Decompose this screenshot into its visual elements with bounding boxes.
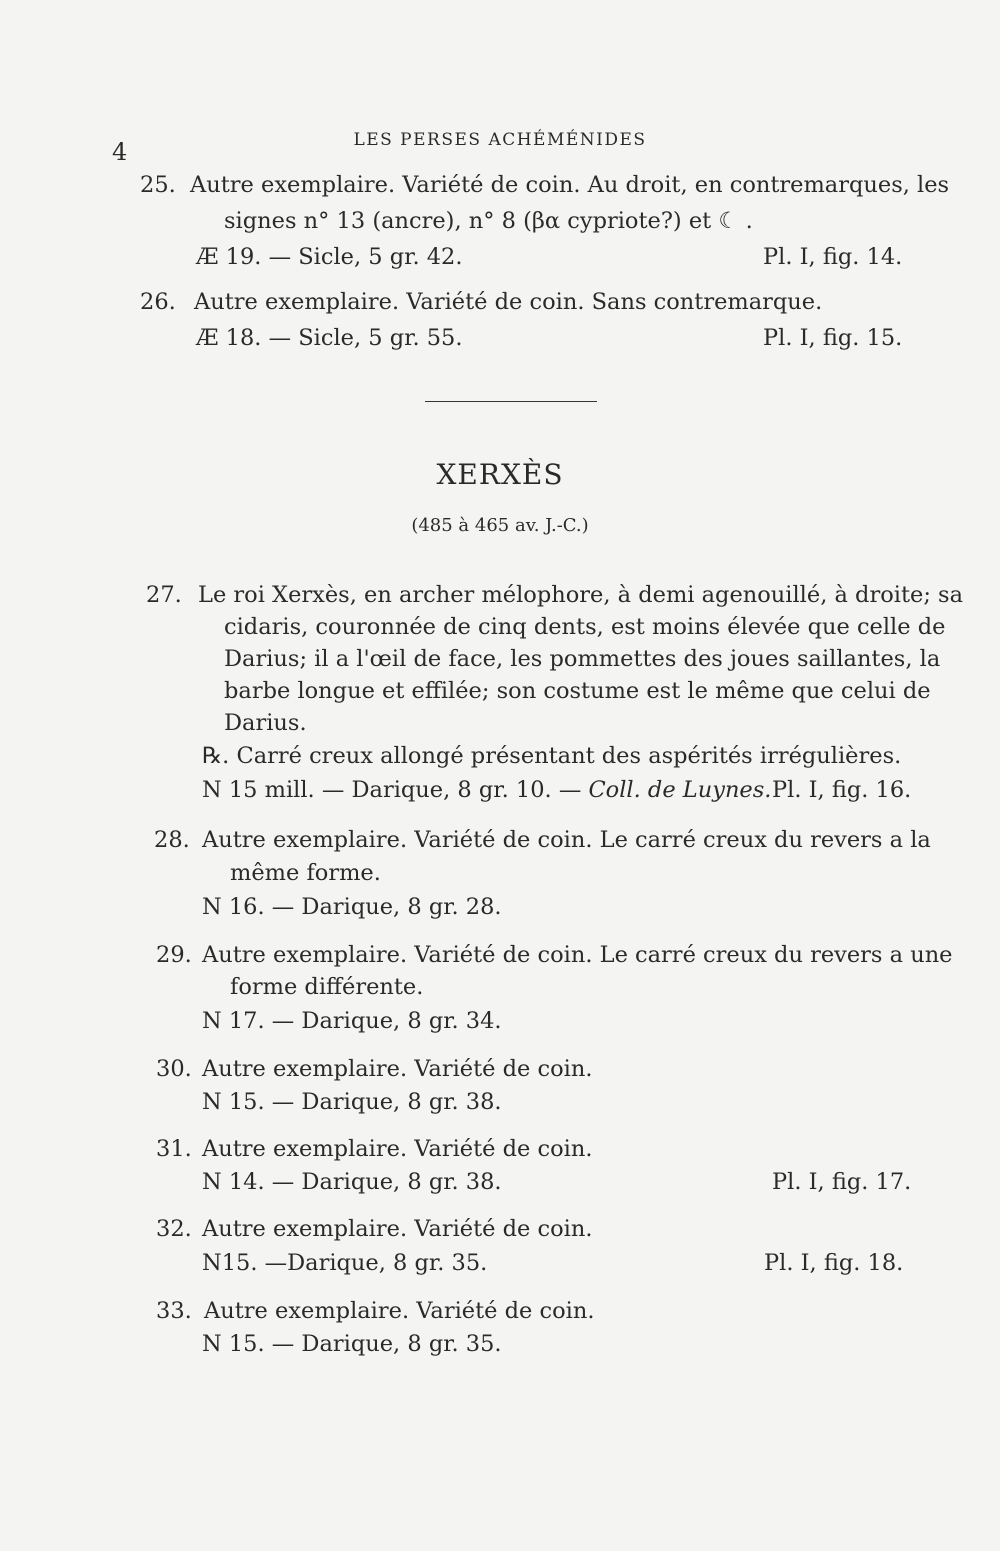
entry-line: forme différente. bbox=[230, 974, 424, 1000]
entry-line: cidaris, couronnée de cinq dents, est moins élevée que celle de bbox=[224, 614, 946, 640]
plate-reference: Pl. I, fig. 16. bbox=[772, 777, 912, 803]
entry-detail: N 15. — Darique, 8 gr. 35. bbox=[202, 1331, 502, 1357]
plate-reference: Pl. I, fig. 17. bbox=[772, 1169, 912, 1195]
entry-text: Autre exemplaire. Variété de coin. bbox=[204, 1298, 595, 1324]
entry-detail: N 15. — Darique, 8 gr. 38. bbox=[202, 1089, 502, 1115]
entry-text: Autre exemplaire. Variété de coin. Au droit, en contremarques, les bbox=[190, 172, 950, 198]
entry-line: Darius; il a l'œil de face, les pommettes des joues saillantes, la bbox=[224, 646, 941, 672]
entry-number: 25. bbox=[140, 172, 176, 198]
entry-line: barbe longue et effilée; son costume est le même que celui de bbox=[224, 678, 931, 704]
entry-text: Autre exemplaire. Variété de coin. bbox=[202, 1056, 593, 1082]
collection-name: Coll. de Luynes. bbox=[588, 777, 772, 803]
entry-text: Autre exemplaire. Variété de coin. bbox=[202, 1216, 593, 1242]
plate-reference: Pl. I, fig. 18. bbox=[764, 1250, 904, 1276]
entry-text: Le roi Xerxès, en archer mélophore, à demi agenouillé, à droite; sa bbox=[198, 582, 964, 608]
entry-text: Autre exemplaire. Variété de coin. bbox=[202, 1136, 593, 1162]
entry-number: 29. bbox=[156, 942, 192, 968]
entry-number: 27. bbox=[146, 582, 182, 608]
page-number: 4 bbox=[112, 138, 128, 166]
running-head: LES PERSES ACHÉMÉNIDES bbox=[353, 130, 647, 150]
entry-detail bbox=[202, 775, 771, 805]
entry-number: 33. bbox=[156, 1298, 192, 1324]
reverse-description: ℞. Carré creux allongé présentant des aspérités irrégulières. bbox=[202, 743, 902, 769]
detail-text: N 15 mill. — Darique, 8 gr. 10. — bbox=[202, 777, 589, 803]
entry-detail: Æ 18. — Sicle, 5 gr. 55. bbox=[196, 325, 463, 351]
entry-detail: Æ 19. — Sicle, 5 gr. 42. bbox=[196, 244, 463, 270]
entry-text: Autre exemplaire. Variété de coin. Le carré creux du revers a une bbox=[202, 942, 953, 968]
entry-text: Autre exemplaire. Variété de coin. Sans contremarque. bbox=[194, 289, 823, 315]
section-divider bbox=[425, 401, 597, 402]
section-title: XERXÈS bbox=[436, 458, 564, 491]
entry-detail: N 16. — Darique, 8 gr. 28. bbox=[202, 894, 502, 920]
section-dates: (485 à 465 av. J.-C.) bbox=[411, 515, 589, 536]
entry-line: signes n° 13 (ancre), n° 8 (βα cypriote?) et ☾ . bbox=[224, 208, 753, 234]
entry-detail: N 14. — Darique, 8 gr. 38. bbox=[202, 1169, 502, 1195]
entry-line: Darius. bbox=[224, 710, 307, 736]
plate-reference: Pl. I, fig. 14. bbox=[763, 244, 903, 270]
entry-number: 26. bbox=[140, 289, 176, 315]
plate-reference: Pl. I, fig. 15. bbox=[763, 325, 903, 351]
entry-detail: N15. —Darique, 8 gr. 35. bbox=[202, 1250, 488, 1276]
entry-text: Autre exemplaire. Variété de coin. Le carré creux du revers a la bbox=[202, 827, 931, 853]
entry-number: 31. bbox=[156, 1136, 192, 1162]
entry-line: même forme. bbox=[230, 860, 381, 886]
entry-number: 32. bbox=[156, 1216, 192, 1242]
entry-number: 28. bbox=[154, 827, 190, 853]
entry-detail: N 17. — Darique, 8 gr. 34. bbox=[202, 1008, 502, 1034]
entry-number: 30. bbox=[156, 1056, 192, 1082]
